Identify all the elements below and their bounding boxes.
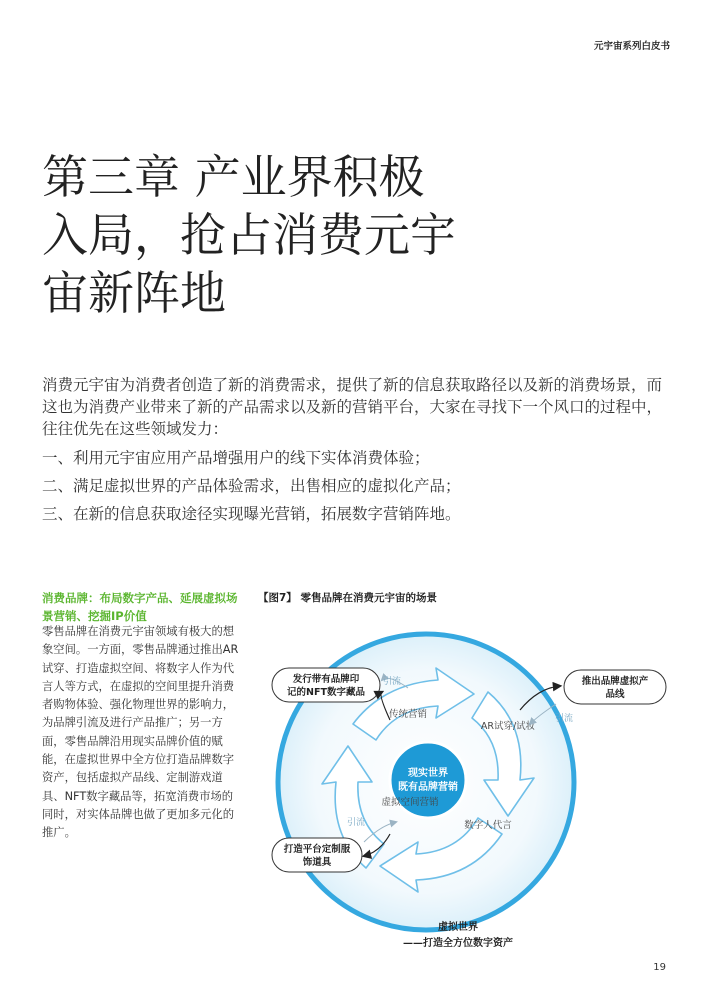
retail-brand-diagram: [258, 612, 688, 962]
sidebar-heading: 消费品牌：布局数字产品、延展虚拟场景营销、挖掘IP价值: [42, 591, 238, 623]
box-nft: [272, 668, 380, 702]
chapter-title: [42, 148, 502, 322]
arrow-label-digital-human: 数字人代言: [464, 820, 512, 831]
arrow-label-virtual-space: 虚拟空间营销: [381, 797, 439, 808]
page-number: 19: [653, 962, 666, 973]
intro-section: [42, 374, 672, 528]
intro-list-item: 一、利用元宇宙应用产品增强用户的线下实体消费体验；: [42, 449, 430, 467]
traffic-label-props: 引流: [346, 818, 366, 828]
intro-list: [42, 444, 672, 528]
traffic-label-nft: 引流: [382, 677, 402, 687]
box-nft-label: 记的NFT数字藏品: [287, 687, 365, 698]
chapter-title-line: 入局，抢占消费元宇: [42, 208, 456, 262]
box-virtual-product: [564, 670, 666, 704]
intro-list-item: 二、满足虚拟世界的产品体验需求，出售相应的虚拟化产品；: [42, 477, 461, 495]
traffic-label-product: 引流: [554, 714, 574, 724]
arrow-label-ar: AR试穿/试妆: [480, 721, 536, 732]
diagram-caption: ——打造全方位数字资产: [403, 938, 513, 949]
arrow-label-traditional: 传统营销: [388, 709, 428, 720]
chapter-title-line: 第三章 产业界积极: [42, 150, 425, 204]
box-nft-label: 发行带有品牌印: [292, 674, 360, 685]
box-virtual-product-label: 推出品牌虚拟产: [581, 676, 649, 687]
box-platform-props-label: 打造平台定制服: [283, 844, 351, 855]
diagram-caption: 虚拟世界: [438, 922, 478, 933]
center-label: 现实世界: [408, 768, 448, 779]
box-virtual-product-label: 品线: [605, 689, 625, 700]
box-platform-props: [272, 838, 362, 872]
sidebar-body: 零售品牌在消费元宇宙领域有极大的想象空间。一方面，零售品牌通过推出AR试穿、打造虚拟空间、将数字人作为代言人等方式，在虚拟的空间里提升消费者购物体验、强化物理世界的影响力，为品牌引流及进行产品推广；另一方面，零售品牌沿用现实品牌价值的赋能，在虚拟世界中全方位打造品牌数字资产，包括虚拟产品线、定制游戏道具、NFT数字藏品等，拓宽消费市场的同时，对实体品牌也做了更加多元化的推广。: [42, 625, 239, 840]
series-header: 元宇宙系列白皮书: [593, 41, 670, 52]
intro-paragraph: 消费元宇宙为消费者创造了新的消费需求，提供了新的信息获取路径以及新的消费场景，而这也为消费产业带来了新的产品需求以及新的营销平台，大家在寻找下一个风口的过程中，往往优先在这些领域发力：: [42, 376, 663, 438]
figure-title: 【图7】 零售品牌在消费元宇宙的场景: [258, 592, 437, 604]
chapter-title-line: 宙新阵地: [42, 266, 226, 320]
center-label: 既有品牌营销: [398, 782, 458, 793]
intro-list-item: 三、在新的信息获取途径实现曝光营销，拓展数字营销阵地。: [42, 505, 461, 523]
box-platform-props-label: 饰道具: [302, 857, 332, 868]
